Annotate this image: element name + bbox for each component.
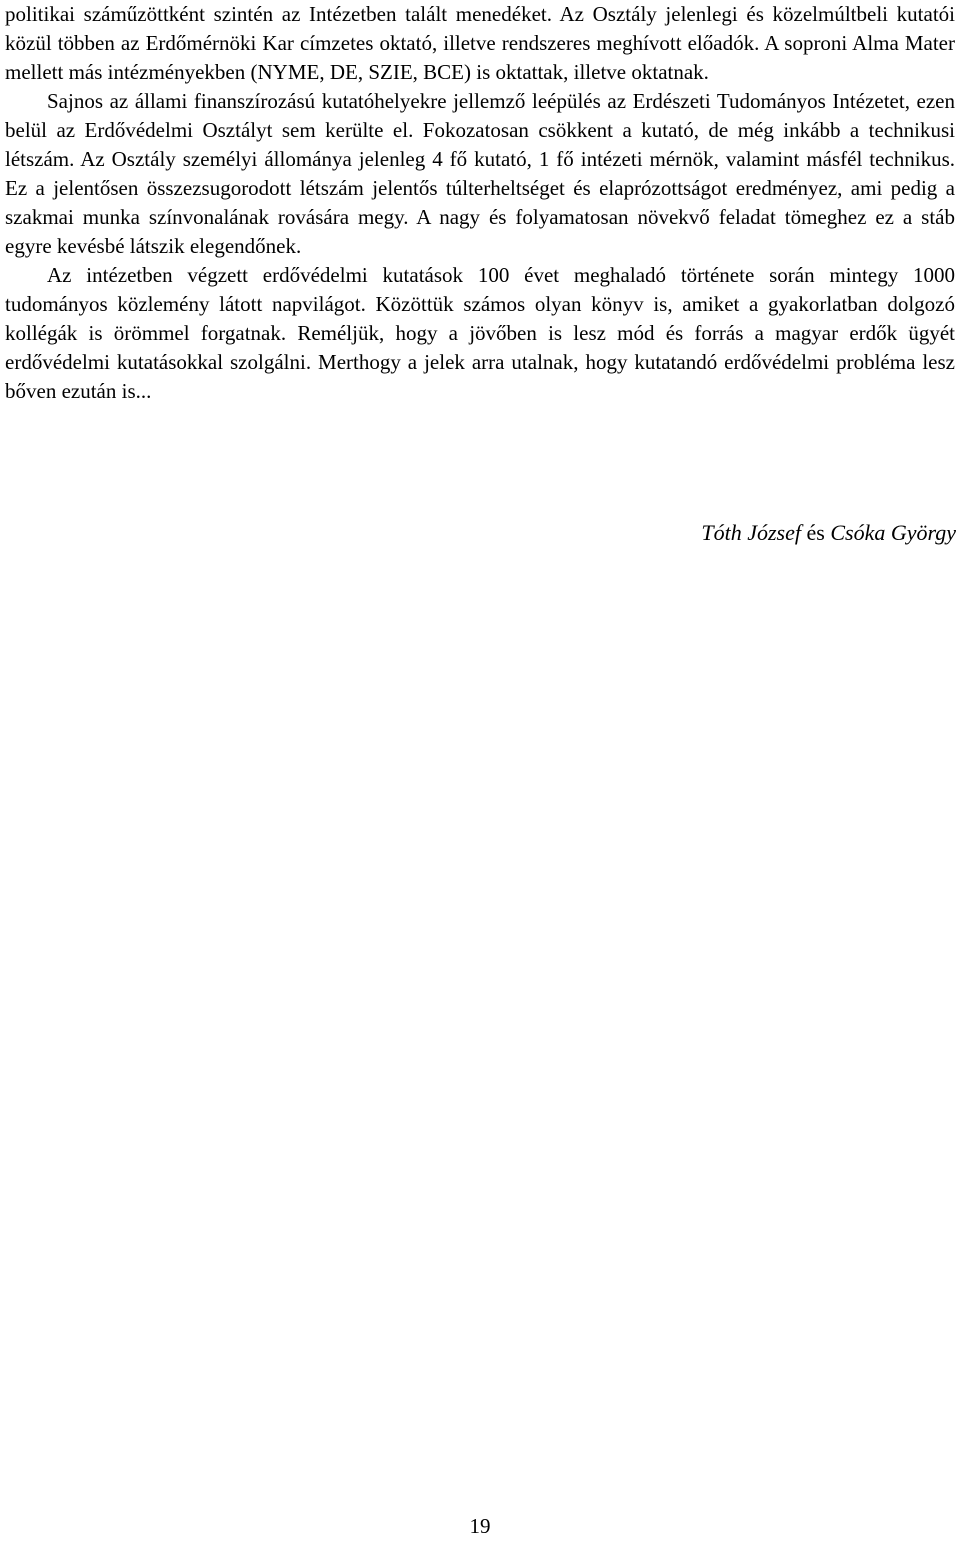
- signature-conjunction: és: [806, 520, 825, 545]
- signature-author-1: Tóth József: [701, 520, 801, 545]
- paragraph-2: Sajnos az állami finanszírozású kutatóhelyekre jellemző leépülés az Erdészeti Tudományos Intézetet, ezen belül az Erdővédelmi Osztályt sem kerülte el. Fokozatosan csökkent a kutató, de még inkább a technikusi létszám. Az Osztály személyi állománya jelenleg 4 fő kutató, 1 fő intézeti mérnök, valamint másfél technikus. Ez a jelentősen összezsugorodott létszám jelentős túlterheltséget és elaprózottságot eredményez, ami pedig a szakmai munka színvonalának rovására megy. A nagy és folyamatosan növekvő feladat tömeghez ez a stáb egyre kevésbé látszik elegendőnek.: [5, 89, 955, 258]
- body-text: [5, 0, 955, 406]
- signature: [701, 518, 956, 547]
- page-number: 19: [469, 1514, 491, 1538]
- signature-author-2: Csóka György: [830, 520, 956, 545]
- paragraph-1: politikai száműzöttként szintén az Intézetben talált menedéket. Az Osztály jelenlegi és közelmúltbeli kutatói közül többen az Erdőmérnöki Kar címzetes oktató, illetve rendszeres meghívott előadók. A soproni Alma Mater mellett más intézményekben (NYME, DE, SZIE, BCE) is oktattak, illetve oktatnak.: [5, 2, 955, 84]
- paragraph-3: Az intézetben végzett erdővédelmi kutatások 100 évet meghaladó története során mintegy 1000 tudományos közlemény látott napvilágot. Közöttük számos olyan könyv is, amiket a gyakorlatban dolgozó kollégák is örömmel forgatnak. Reméljük, hogy a jövőben is lesz mód és forrás a magyar erdők ügyét erdővédelmi kutatásokkal szolgálni. Merthogy a jelek arra utalnak, hogy kutatandó erdővédelmi probléma lesz bőven ezután is...: [5, 263, 955, 403]
